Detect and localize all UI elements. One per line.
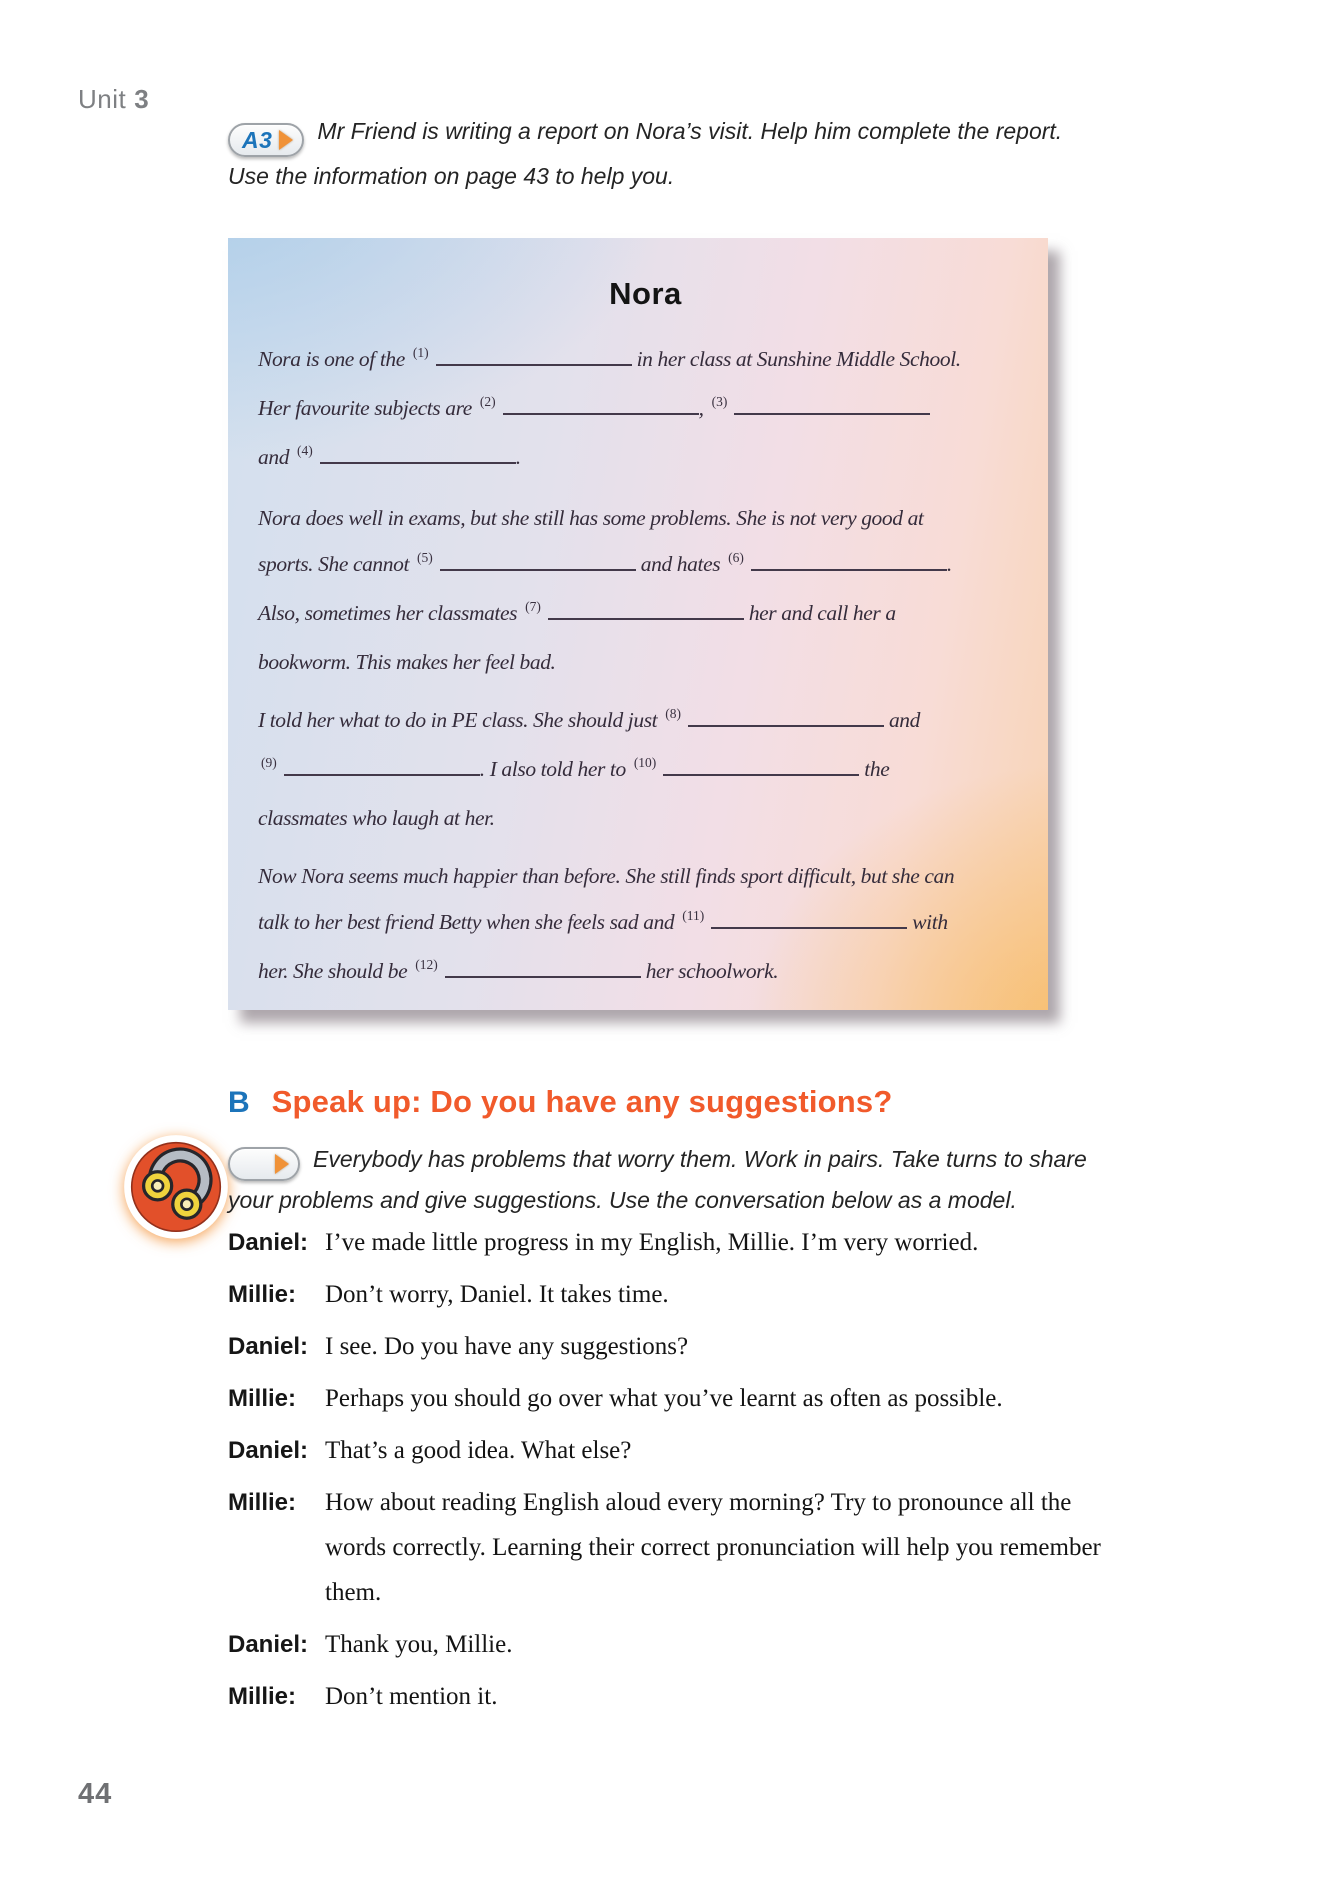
headphones-icon: [122, 1134, 230, 1242]
report-line: Nora does well in exams, but she still has some problems. She is not very good at: [258, 506, 924, 530]
blank-number: (5): [417, 550, 433, 565]
speaker-line: That’s a good idea. What else?: [325, 1437, 632, 1464]
b-instruction-text-1: Everybody has problems that worry them. Work in pairs. Take turns to share: [313, 1146, 1087, 1172]
report-line: Also, sometimes her classmates $^{(7)}$ her and call her a: [258, 599, 896, 625]
speaker-name: Daniel:: [228, 1631, 309, 1658]
report-line: Her favourite subjects are $^{(2)}$ , $^{(3)}$: [258, 385, 1033, 434]
report-paragraph: [258, 495, 1033, 685]
a3-instruction-line-1: [228, 112, 1108, 157]
report-body: [258, 336, 1033, 997]
unit-word: Unit: [78, 84, 127, 114]
fill-blank-9[interactable]: [258, 757, 480, 781]
fill-blank-5[interactable]: [414, 552, 636, 576]
report-paragraph: [258, 336, 1033, 483]
speaker-name: Millie:: [228, 1489, 297, 1516]
report-paragraph: [258, 853, 1033, 997]
blank-underline: [436, 364, 632, 366]
blank-underline: [440, 569, 636, 571]
dialogue-turn: [228, 1622, 1120, 1667]
blank-number: (7): [525, 599, 541, 614]
dialogue-turn: [228, 1480, 1120, 1615]
report-line: I told her what to do in PE class. She should just $^{(8)}$ and: [258, 706, 920, 732]
blank-number: (10): [633, 755, 657, 770]
dialogue-turn: [228, 1428, 1120, 1473]
report-line: $^{(9)}$ . I also told her to $^{(10)}$ the: [258, 746, 1033, 795]
fill-blank-8[interactable]: [662, 708, 884, 732]
unit-number: 3: [134, 84, 150, 114]
fill-blank-4[interactable]: [294, 445, 516, 469]
report-line: bookworm. This makes her feel bad.: [258, 650, 556, 674]
page-number: 44: [78, 1778, 113, 1810]
fill-blank-12[interactable]: [412, 959, 641, 983]
speaker-name: Daniel:: [228, 1229, 309, 1256]
speaker-line: Don’t worry, Daniel. It takes time.: [325, 1281, 669, 1308]
blank-number: (3): [711, 394, 728, 409]
b-instruction-line-1: [228, 1140, 1113, 1181]
blank-number: (9): [261, 755, 277, 770]
blank-number: (6): [728, 550, 744, 565]
fill-blank-1[interactable]: [410, 347, 632, 371]
report-line: her. She should be $^{(12)}$ her schoolwork.: [258, 957, 779, 983]
speaker-line: Don’t mention it.: [325, 1683, 498, 1710]
blank-underline: [711, 927, 907, 929]
a3-instruction-line-2: Use the information on page 43 to help you.: [228, 163, 675, 189]
fill-blank-11[interactable]: [679, 910, 907, 934]
fill-blank-7[interactable]: [522, 601, 744, 625]
speaker-name: Daniel:: [228, 1437, 309, 1464]
section-b-heading: [228, 1082, 893, 1128]
section-letter: B: [228, 1086, 250, 1119]
section-b-instruction: [228, 1140, 1113, 1219]
play-icon: [275, 1154, 289, 1174]
dialogue-turn: [228, 1272, 1120, 1317]
blank-number: (11): [682, 908, 705, 923]
speaker-line: Thank you, Millie.: [325, 1631, 513, 1658]
blank-number: (2): [479, 394, 496, 409]
speaker-name: Millie:: [228, 1281, 297, 1308]
b-instruction-line-2: your problems and give suggestions. Use the conversation below as a model.: [228, 1187, 1017, 1213]
blank-underline: [284, 774, 480, 776]
section-title: Speak up: Do you have any suggestions?: [271, 1084, 893, 1119]
speaker-line: How about reading English aloud every morning? Try to pronounce all the words correctly. Learning their correct pronunciation will help you remember them.: [325, 1489, 1101, 1606]
dialogue-turn: [228, 1376, 1120, 1421]
blank-number: (8): [665, 706, 681, 721]
pairwork-badge-blank: [242, 1152, 268, 1176]
fill-blank-2[interactable]: [477, 396, 699, 420]
fill-blank-6[interactable]: [725, 552, 947, 576]
speaker-name: Millie:: [228, 1683, 297, 1710]
blank-number: (12): [415, 957, 438, 972]
dialogue-turn: [228, 1220, 1120, 1265]
report-card: [228, 238, 1048, 1010]
report-line: classmates who laugh at her.: [258, 806, 495, 830]
speaker-line: Perhaps you should go over what you’ve learnt as often as possible.: [325, 1385, 1003, 1412]
dialogue: [228, 1220, 1120, 1726]
report-title: Nora: [609, 276, 682, 311]
speaker-line: I’ve made little progress in my English, Millie. I’m very worried.: [325, 1229, 979, 1256]
fill-blank-3[interactable]: [709, 396, 931, 420]
pairwork-badge[interactable]: [228, 1147, 300, 1181]
blank-underline: [734, 413, 930, 415]
speaker-name: Daniel:: [228, 1333, 309, 1360]
report-line: talk to her best friend Betty when she feels sad and $^{(11)}$ with: [258, 908, 948, 934]
report-line: Nora is one of the $^{(1)}$ in her class at Sunshine Middle School.: [258, 345, 961, 371]
play-icon: [279, 130, 293, 150]
unit-label: [78, 84, 149, 115]
speaker-line: I see. Do you have any suggestions?: [325, 1333, 689, 1360]
report-line: Now Nora seems much happier than before. She still finds sport difficult, but she can: [258, 864, 955, 888]
report-line: sports. She cannot $^{(5)}$ and hates $^{(6)}$ .: [258, 550, 952, 576]
blank-underline: [503, 413, 699, 415]
blank-underline: [751, 569, 947, 571]
blank-underline: [663, 774, 859, 776]
blank-underline: [445, 976, 641, 978]
dialogue-turn: [228, 1324, 1120, 1369]
blank-number: (1): [412, 345, 429, 360]
blank-underline: [320, 462, 516, 464]
fill-blank-10[interactable]: [631, 757, 860, 781]
a3-badge[interactable]: [228, 123, 304, 157]
speaker-name: Millie:: [228, 1385, 297, 1412]
dialogue-turn: [228, 1674, 1120, 1719]
blank-underline: [688, 725, 884, 727]
report-paragraph: [258, 697, 1033, 841]
a3-instruction-text-1: Mr Friend is writing a report on Nora’s visit. Help him complete the report.: [317, 118, 1063, 144]
report-line: and $^{(4)}$ .: [258, 443, 521, 469]
a3-badge-label: A3: [242, 127, 273, 153]
exercise-a3: [228, 112, 1108, 195]
blank-number: (4): [297, 443, 313, 458]
blank-underline: [548, 618, 744, 620]
